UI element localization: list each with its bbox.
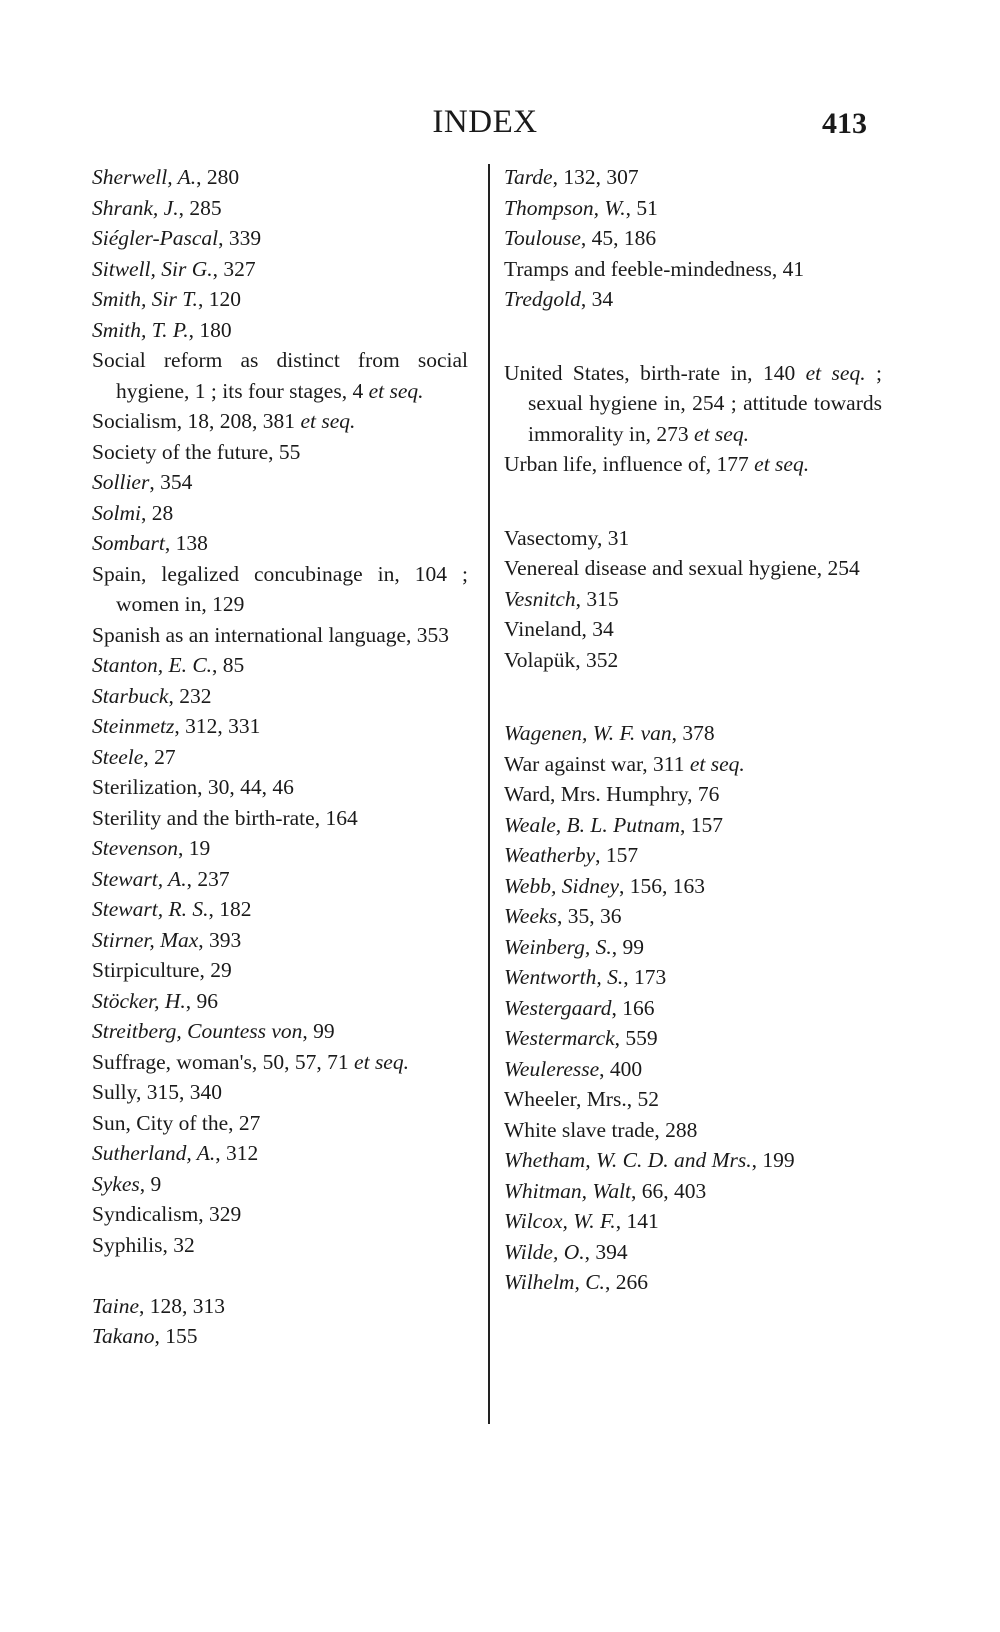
entry-text: , 559 bbox=[614, 1026, 658, 1050]
entry-italic-text: Wentworth, S. bbox=[504, 965, 624, 989]
entry-text: , 51 bbox=[625, 195, 658, 220]
index-entry bbox=[92, 254, 468, 285]
entry-text: United States, birth-rate in, 140 bbox=[504, 360, 806, 385]
entry-text: Social reform as distinct from social hygiene, 1 ; its four stages, 4 bbox=[92, 348, 468, 403]
entry-italic-text: et seq. bbox=[368, 378, 424, 403]
index-entry bbox=[92, 1016, 468, 1047]
entry-text: , 285 bbox=[178, 195, 222, 220]
entry-text: Stirpiculture, 29 bbox=[92, 958, 232, 982]
entry-text: Suffrage, woman's, 50, 57, 71 bbox=[92, 1049, 355, 1074]
index-entry bbox=[504, 749, 882, 780]
index-entry bbox=[92, 345, 468, 406]
index-entry bbox=[92, 315, 468, 346]
entry-text: , 180 bbox=[188, 317, 232, 342]
entry-text: , 266 bbox=[604, 1270, 648, 1294]
entry-italic-text: Weinberg, S. bbox=[504, 934, 612, 959]
entry-text: , 128, 313 bbox=[139, 1293, 225, 1318]
entry-text: , 132, 307 bbox=[552, 165, 639, 189]
index-entry bbox=[92, 864, 468, 895]
index-entry bbox=[92, 650, 468, 681]
index-entry bbox=[504, 1237, 882, 1268]
section-spacer bbox=[92, 1260, 468, 1291]
section-spacer bbox=[504, 480, 882, 523]
index-entry bbox=[504, 523, 882, 554]
entry-text: Socialism, 18, 208, 381 bbox=[92, 409, 301, 433]
entry-text: Tramps and feeble-mindedness, 41 bbox=[504, 256, 805, 281]
index-entry bbox=[92, 223, 468, 254]
index-entry bbox=[92, 1077, 468, 1108]
index-entry bbox=[92, 681, 468, 712]
page-number: 413 bbox=[822, 107, 867, 140]
index-entry bbox=[504, 614, 882, 645]
entry-text: , 99 bbox=[302, 1019, 335, 1043]
entry-text: , 199 bbox=[751, 1148, 795, 1172]
index-entry bbox=[504, 779, 882, 810]
entry-text: , 400 bbox=[599, 1056, 643, 1081]
index-entry bbox=[92, 1138, 468, 1169]
entry-italic-text: Westergaard bbox=[504, 995, 612, 1020]
index-entry bbox=[92, 498, 468, 529]
index-column-left bbox=[92, 162, 468, 1352]
entry-italic-text: Vesnitch bbox=[504, 586, 576, 611]
index-entry bbox=[504, 223, 882, 254]
page-title: INDEX bbox=[432, 104, 538, 140]
entry-text: , 85 bbox=[212, 653, 245, 677]
index-entry bbox=[92, 742, 468, 773]
entry-text: Venereal disease and sexual hygiene, 254 bbox=[504, 556, 860, 580]
entry-italic-text: Stanton, E. C. bbox=[92, 653, 213, 677]
index-entry bbox=[504, 993, 882, 1024]
index-entry bbox=[504, 840, 882, 871]
entry-italic-text: et seq. bbox=[805, 360, 866, 385]
index-entry bbox=[504, 962, 882, 993]
index-entry bbox=[92, 711, 468, 742]
entry-text: , 394 bbox=[584, 1239, 628, 1264]
entry-text: , 157 bbox=[595, 843, 639, 867]
index-entry bbox=[504, 193, 882, 224]
entry-text: Sully, 315, 340 bbox=[92, 1080, 223, 1104]
entry-italic-text: Sombart bbox=[92, 531, 165, 555]
entry-text: , 339 bbox=[218, 226, 262, 250]
entry-text: , 141 bbox=[615, 1209, 659, 1233]
entry-text: , 312 bbox=[215, 1141, 259, 1165]
entry-text: White slave trade, 288 bbox=[504, 1117, 698, 1142]
entry-text: Vineland, 34 bbox=[504, 617, 614, 641]
entry-italic-text: Starbuck bbox=[92, 683, 169, 708]
index-entry bbox=[504, 1176, 882, 1207]
entry-text: , 182 bbox=[208, 897, 252, 921]
entry-italic-text: et seq. bbox=[689, 751, 745, 776]
entry-text: , 19 bbox=[177, 836, 211, 860]
index-entry bbox=[504, 932, 882, 963]
entry-text: ; sexual hygiene in, 254 ; attitude towards immorality in, 273 bbox=[528, 360, 882, 446]
index-entry bbox=[504, 1267, 882, 1298]
entry-text: , 120 bbox=[197, 287, 241, 311]
index-entry bbox=[504, 1023, 882, 1054]
entry-text: , 378 bbox=[671, 721, 715, 745]
entry-text: , 312, 331 bbox=[174, 714, 261, 738]
entry-text: , 96 bbox=[185, 988, 218, 1013]
entry-text: Sun, City of the, 27 bbox=[92, 1110, 261, 1135]
entry-italic-text: Wilhelm, C. bbox=[504, 1270, 605, 1294]
index-entry bbox=[92, 925, 468, 956]
entry-text: , 99 bbox=[611, 934, 644, 959]
entry-italic-text: Weuleresse bbox=[504, 1056, 600, 1081]
index-entry bbox=[92, 1230, 468, 1261]
entry-italic-text: Steele bbox=[92, 744, 144, 769]
entry-text: , 315 bbox=[575, 586, 619, 611]
entry-italic-text: Webb, Sidney bbox=[504, 873, 620, 898]
entry-italic-text: Wilcox, W. F. bbox=[504, 1209, 616, 1233]
entry-text: , 9 bbox=[139, 1171, 162, 1196]
entry-text: , 155 bbox=[154, 1324, 198, 1348]
entry-italic-text: Stirner, Max bbox=[92, 927, 199, 952]
index-entry bbox=[92, 528, 468, 559]
entry-text: , 173 bbox=[623, 965, 667, 989]
entry-text: Sterility and the birth-rate, 164 bbox=[92, 805, 358, 830]
index-entry bbox=[504, 1054, 882, 1085]
index-entry bbox=[92, 1199, 468, 1230]
entry-text: Ward, Mrs. Humphry, 76 bbox=[504, 782, 720, 806]
index-entry bbox=[92, 1047, 468, 1078]
entry-text: , 28 bbox=[140, 500, 174, 525]
entry-text: Wheeler, Mrs., 52 bbox=[504, 1087, 659, 1111]
index-entry bbox=[504, 284, 882, 315]
index-entry bbox=[92, 193, 468, 224]
entry-text: Vasectomy, 31 bbox=[504, 525, 630, 550]
entry-italic-text: Sutherland, A. bbox=[92, 1141, 216, 1165]
entry-italic-text: Sykes bbox=[92, 1171, 140, 1196]
index-entry bbox=[92, 955, 468, 986]
section-spacer bbox=[504, 315, 882, 358]
entry-italic-text: Thompson, W. bbox=[504, 195, 626, 220]
entry-italic-text: Whitman, Walt bbox=[504, 1178, 632, 1203]
index-entry bbox=[92, 1108, 468, 1139]
entry-text: , 354 bbox=[149, 470, 193, 494]
entry-italic-text: et seq. bbox=[754, 452, 810, 476]
entry-italic-text: Stevenson bbox=[92, 836, 178, 860]
index-entry bbox=[504, 358, 882, 450]
index-entry bbox=[504, 718, 882, 749]
index-entry bbox=[92, 162, 468, 193]
entry-text: Syphilis, 32 bbox=[92, 1232, 195, 1257]
entry-text: , 34 bbox=[580, 287, 614, 311]
entry-text: , 66, 403 bbox=[631, 1178, 707, 1203]
entry-text: , 27 bbox=[143, 744, 176, 769]
entry-italic-text: Wagenen, W. F. van bbox=[504, 721, 672, 745]
entry-italic-text: Siégler-Pascal bbox=[92, 226, 219, 250]
index-entry bbox=[92, 559, 468, 620]
index-entry bbox=[504, 162, 882, 193]
entry-text: Spanish as an international language, 353 bbox=[92, 622, 450, 647]
index-entry bbox=[504, 1115, 882, 1146]
section-spacer bbox=[504, 675, 882, 718]
index-entry bbox=[92, 1321, 468, 1352]
index-entry bbox=[504, 449, 882, 480]
entry-italic-text: Shrank, J. bbox=[92, 195, 179, 220]
entry-italic-text: Weale, B. L. Putnam bbox=[504, 812, 680, 837]
entry-italic-text: Westermarck bbox=[504, 1026, 615, 1050]
entry-italic-text: Stewart, A. bbox=[92, 866, 187, 891]
entry-italic-text: Streitberg, Countess von bbox=[92, 1019, 303, 1043]
index-entry bbox=[504, 584, 882, 615]
entry-text: Syndicalism, 329 bbox=[92, 1202, 242, 1226]
entry-text: , 157 bbox=[679, 812, 723, 837]
entry-italic-text: Smith, T. P. bbox=[92, 317, 189, 342]
index-entry bbox=[504, 645, 882, 676]
entry-text: , 138 bbox=[164, 531, 208, 555]
entry-text: , 327 bbox=[212, 256, 256, 281]
index-entry bbox=[92, 803, 468, 834]
entry-italic-text: Smith, Sir T. bbox=[92, 287, 198, 311]
entry-italic-text: Sherwell, A. bbox=[92, 165, 197, 189]
index-entry bbox=[92, 467, 468, 498]
entry-italic-text: Toulouse bbox=[504, 226, 581, 250]
entry-italic-text: Tredgold bbox=[504, 287, 581, 311]
index-entry bbox=[92, 772, 468, 803]
index-entry bbox=[92, 1169, 468, 1200]
entry-italic-text: et seq. bbox=[300, 409, 356, 433]
entry-italic-text: et seq. bbox=[354, 1049, 409, 1074]
index-entry bbox=[504, 810, 882, 841]
index-entry bbox=[92, 986, 468, 1017]
entry-italic-text: Weatherby bbox=[504, 843, 596, 867]
entry-text: Sterilization, 30, 44, 46 bbox=[92, 775, 294, 799]
entry-italic-text: Taine bbox=[92, 1293, 139, 1318]
index-entry bbox=[504, 254, 882, 285]
index-entry bbox=[92, 833, 468, 864]
entry-italic-text: Sitwell, Sir G. bbox=[92, 256, 213, 281]
index-column-right bbox=[504, 162, 882, 1298]
entry-italic-text: et seq. bbox=[694, 421, 749, 446]
entry-italic-text: Takano bbox=[92, 1324, 155, 1348]
entry-italic-text: Steinmetz bbox=[92, 714, 175, 738]
index-entry bbox=[92, 437, 468, 468]
entry-text: , 232 bbox=[168, 683, 212, 708]
entry-italic-text: Tarde bbox=[504, 165, 553, 189]
index-entry bbox=[92, 284, 468, 315]
entry-text: Volapük, 352 bbox=[504, 647, 619, 672]
entry-text: , 166 bbox=[611, 995, 655, 1020]
index-entry bbox=[92, 1291, 468, 1322]
entry-text: , 393 bbox=[198, 927, 242, 952]
entry-italic-text: Solmi bbox=[92, 500, 141, 525]
entry-italic-text: Wilde, O. bbox=[504, 1239, 585, 1264]
entry-italic-text: Sollier bbox=[92, 470, 150, 494]
index-entry bbox=[504, 901, 882, 932]
entry-text: , 156, 163 bbox=[619, 873, 706, 898]
entry-italic-text: Whetham, W. C. D. and Mrs. bbox=[504, 1148, 752, 1172]
entry-text: , 35, 36 bbox=[556, 904, 622, 928]
entry-text: Spain, legalized concubinage in, 104 ; women in, 129 bbox=[92, 561, 468, 616]
entry-text: Urban life, influence of, 177 bbox=[504, 452, 755, 476]
entry-text: , 280 bbox=[196, 165, 240, 189]
entry-text: Society of the future, 55 bbox=[92, 439, 301, 464]
index-entry bbox=[504, 1206, 882, 1237]
index-entry bbox=[504, 871, 882, 902]
column-divider bbox=[488, 164, 490, 1424]
index-entry bbox=[92, 406, 468, 437]
entry-italic-text: Stöcker, H. bbox=[92, 988, 186, 1013]
entry-text: , 237 bbox=[186, 866, 230, 891]
index-entry bbox=[504, 553, 882, 584]
index-entry bbox=[92, 894, 468, 925]
entry-italic-text: Stewart, R. S. bbox=[92, 897, 209, 921]
entry-italic-text: Weeks bbox=[504, 904, 557, 928]
entry-text: War against war, 311 bbox=[504, 751, 690, 776]
index-entry bbox=[504, 1145, 882, 1176]
index-entry bbox=[504, 1084, 882, 1115]
index-entry bbox=[92, 620, 468, 651]
entry-text: , 45, 186 bbox=[580, 226, 657, 250]
